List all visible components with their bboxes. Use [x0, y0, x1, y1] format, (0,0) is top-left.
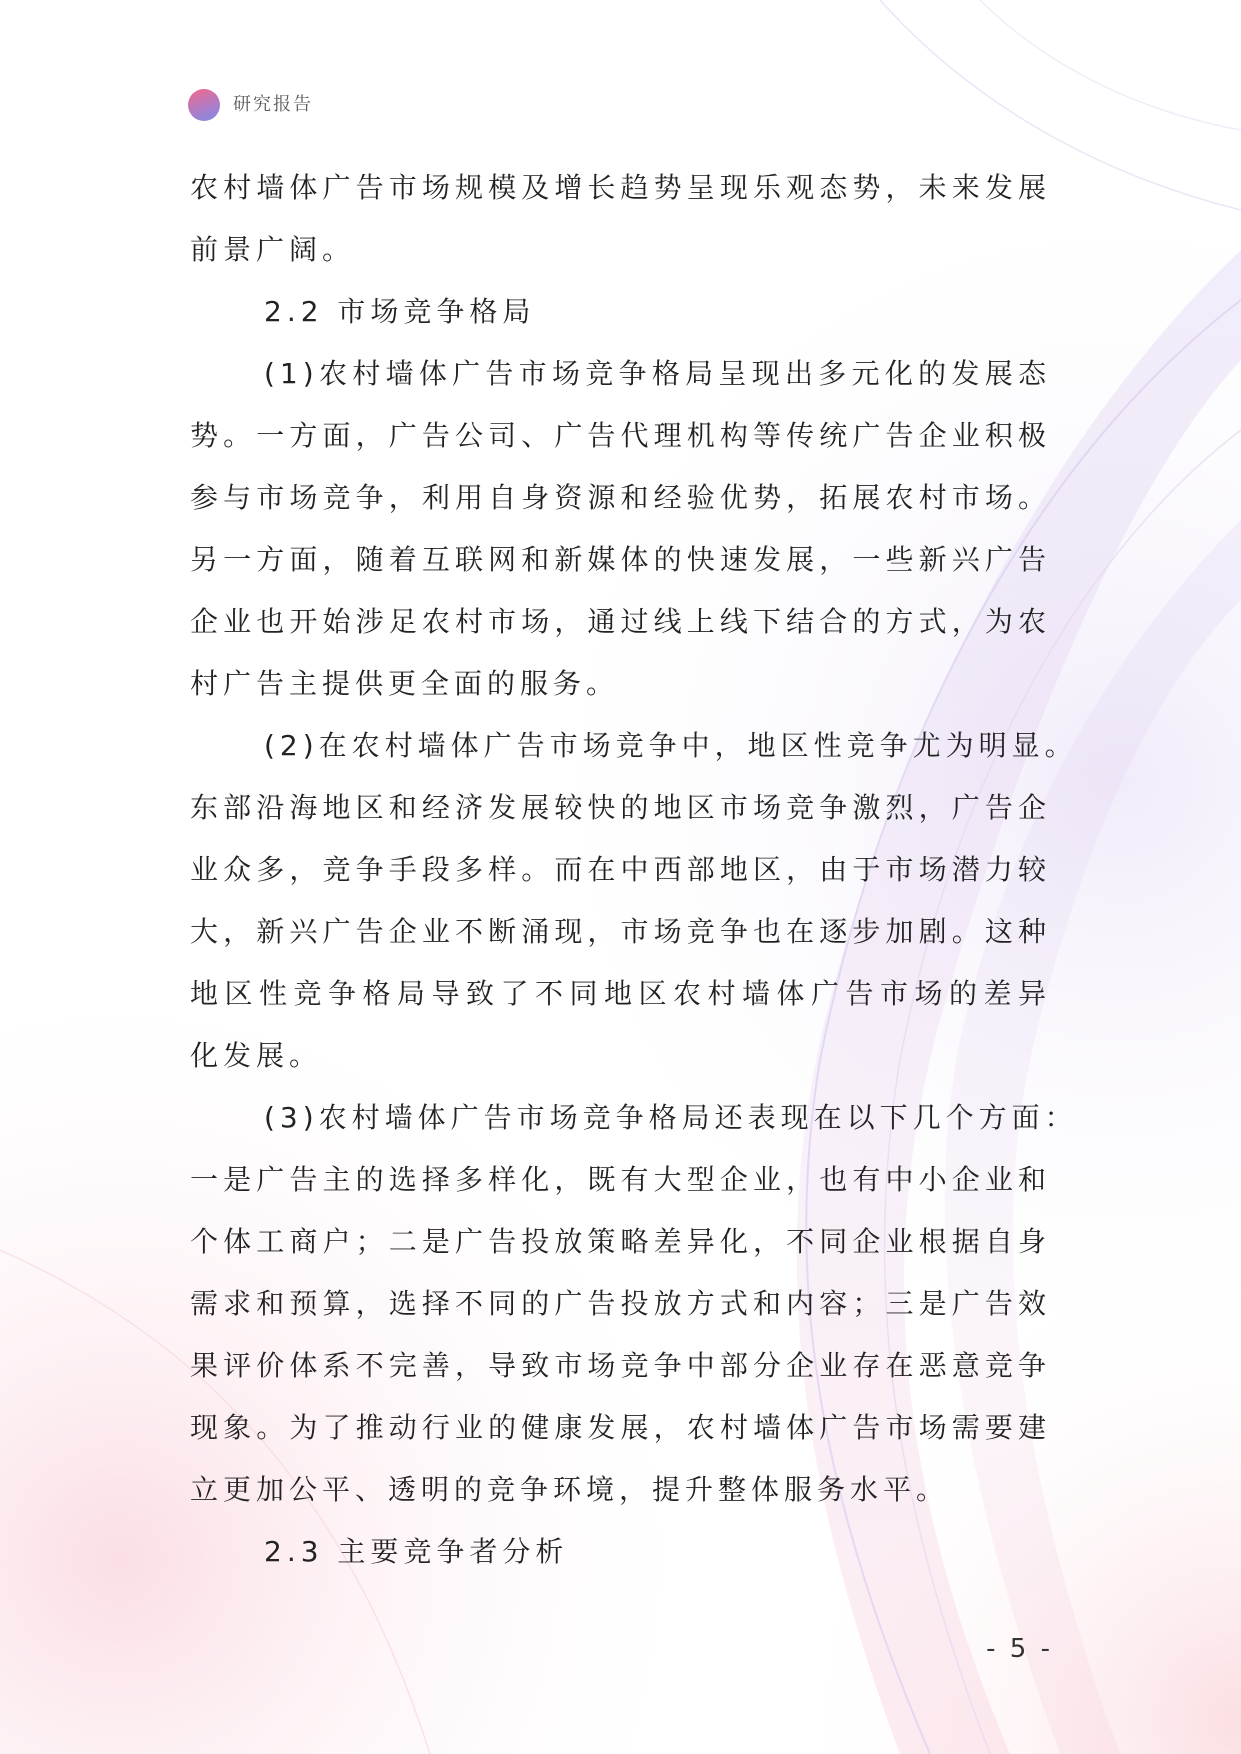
body-line: 另一方面，随着互联网和新媒体的快速发展，一些新兴广告: [190, 543, 1051, 576]
body-line: (3)农村墙体广告市场竞争格局还表现在以下几个方面：: [264, 1101, 1078, 1134]
report-label: 研究报告: [233, 94, 313, 115]
body-line: 个体工商户；二是广告投放策略差异化，不同企业根据自身: [190, 1225, 1051, 1258]
body-line: 参与市场竞争，利用自身资源和经验优势，拓展农村市场。: [190, 481, 1051, 514]
page-header: [188, 89, 313, 121]
page-number: - 5 -: [986, 1634, 1053, 1664]
body-line: 东部沿海地区和经济发展较快的地区市场竞争激烈，广告企: [190, 791, 1051, 824]
body-line: 化发展。: [190, 1039, 323, 1072]
body-line: 势。一方面，广告公司、广告代理机构等传统广告企业积极: [190, 419, 1051, 452]
body-line: (1)农村墙体广告市场竞争格局呈现出多元化的发展态: [264, 357, 1051, 390]
body-line: 现象。为了推动行业的健康发展，农村墙体广告市场需要建: [190, 1411, 1051, 1444]
report-body: [190, 157, 1078, 1583]
logo-circle-icon: [188, 89, 220, 121]
paragraph-1: [190, 343, 1051, 715]
body-line: 需求和预算，选择不同的广告投放方式和内容；三是广告效: [190, 1287, 1051, 1320]
body-line: 业众多，竞争手段多样。而在中西部地区，由于市场潜力较: [190, 853, 1051, 886]
body-line: 一是广告主的选择多样化，既有大型企业，也有中小企业和: [190, 1163, 1051, 1196]
body-line: 农村墙体广告市场规模及增长趋势呈现乐观态势，未来发展: [190, 171, 1051, 204]
section-heading-2-2: 2.2 市场竞争格局: [264, 295, 536, 328]
body-line: 村广告主提供更全面的服务。: [190, 667, 620, 700]
body-line: (2)在农村墙体广告市场竞争中，地区性竞争尤为明显。: [264, 729, 1078, 762]
body-line: 果评价体系不完善，导致市场竞争中部分企业存在恶意竞争: [190, 1349, 1051, 1382]
body-line: 大，新兴广告企业不断涌现，市场竞争也在逐步加剧。这种: [190, 915, 1051, 948]
paragraph-intro: [190, 157, 1051, 281]
paragraph-2: [190, 715, 1078, 1087]
body-line: 企业也开始涉足农村市场，通过线上线下结合的方式，为农: [190, 605, 1051, 638]
body-line: 立更加公平、透明的竞争环境，提升整体服务水平。: [190, 1473, 950, 1506]
body-line: 地区性竞争格局导致了不同地区农村墙体广告市场的差异: [190, 977, 1051, 1010]
body-line: 前景广阔。: [190, 233, 356, 266]
section-heading-2-3: 2.3 主要竞争者分析: [264, 1535, 569, 1568]
paragraph-3: [190, 1087, 1078, 1521]
